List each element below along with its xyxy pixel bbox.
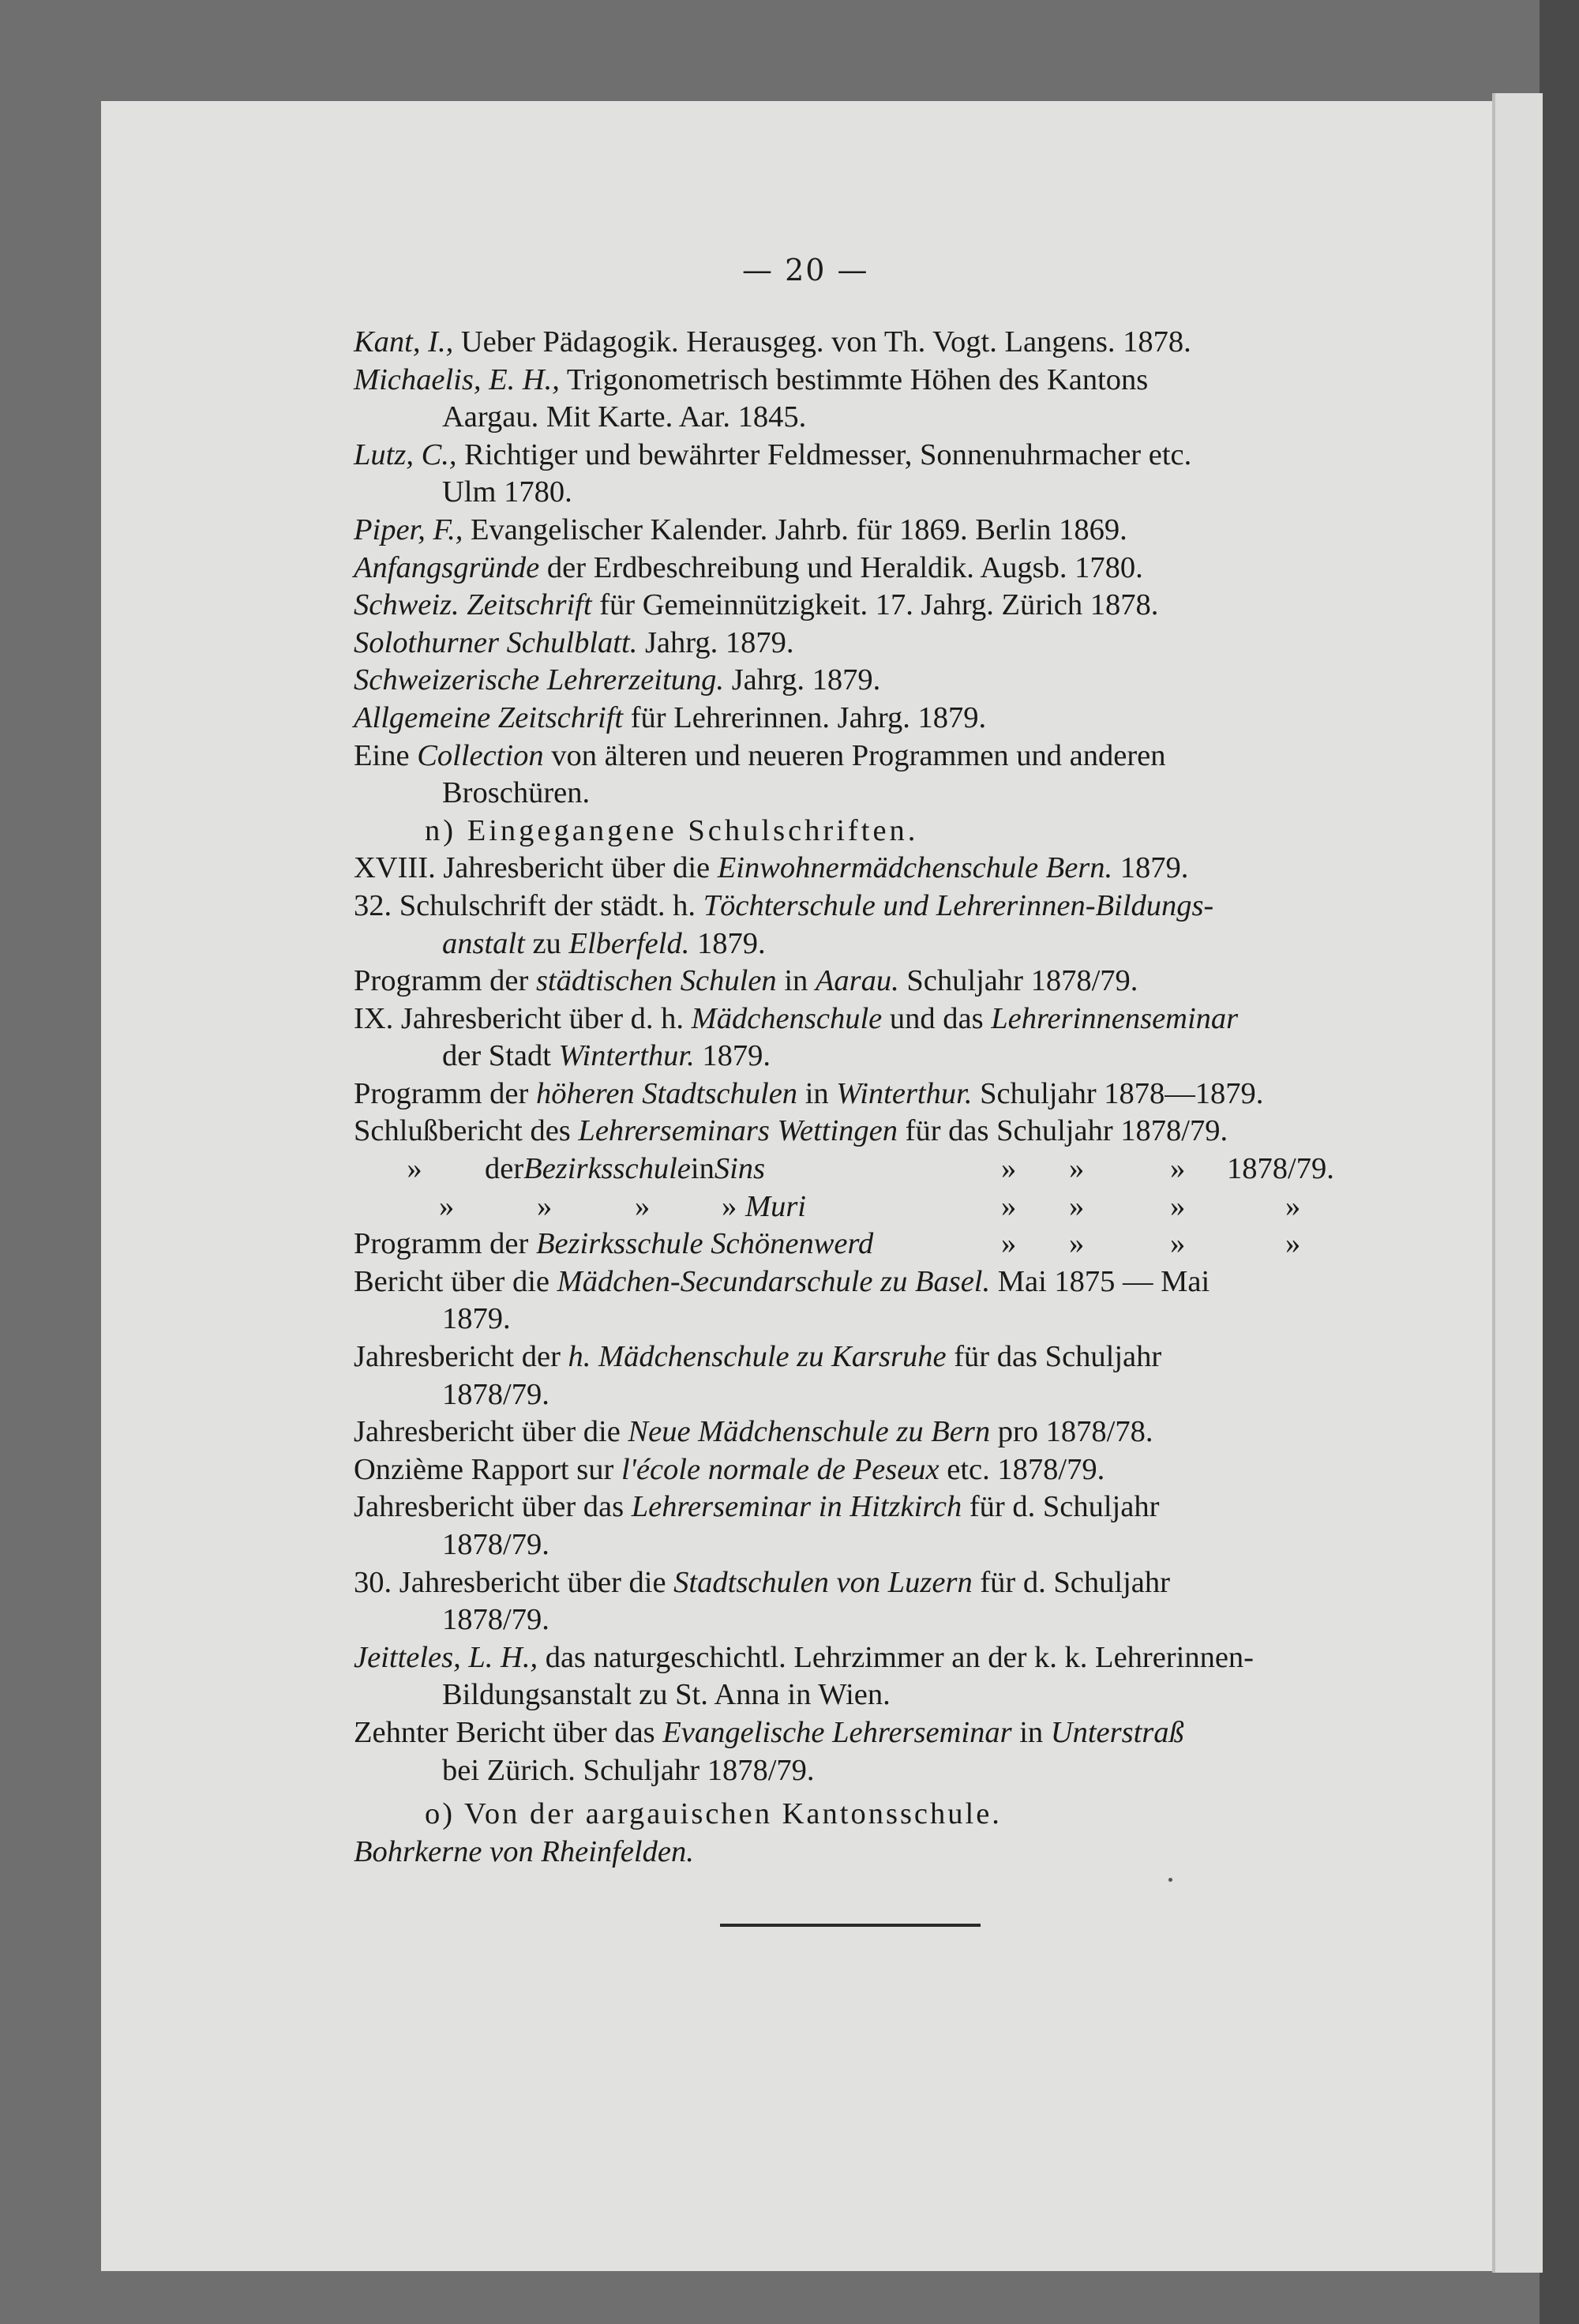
entry-peseux: Onzième Rapport sur l'école normale de Peseux etc. 1878/79. bbox=[354, 1452, 1105, 1486]
entry-muri: » » » » Muri » » » » bbox=[439, 1189, 1301, 1223]
entry-unterstrass: Zehnter Bericht über das Evangelische Lehrerseminar in Unterstraß bbox=[354, 1715, 1184, 1749]
entry-jeitteles: Jeitteles, L. H., das naturgeschichtl. Lehrzimmer an der k. k. Lehrerinnen- bbox=[354, 1640, 1254, 1674]
entry-ix-cont: der Stadt Winterthur. 1879. bbox=[442, 1039, 771, 1073]
entry-32-cont: anstalt zu Elberfeld. 1879. bbox=[442, 926, 766, 960]
entry-kant: Kant, I., Ueber Pädagogik. Herausgeg. von Th. Vogt. Langens. 1878. bbox=[354, 325, 1191, 359]
entry-luzern-cont: 1878/79. bbox=[442, 1603, 549, 1637]
entry-lutz-cont: Ulm 1780. bbox=[442, 475, 572, 509]
adjacent-page-edge bbox=[1540, 0, 1579, 2324]
entry-aarau: Programm der städtischen Schulen in Aarau. Schuljahr 1878/79. bbox=[354, 964, 1138, 998]
entry-neue-maedchenschule: Jahresbericht über die Neue Mädchenschule zu Bern pro 1878/78. bbox=[354, 1415, 1153, 1449]
entry-jeitteles-cont: Bildungsanstalt zu St. Anna in Wien. bbox=[442, 1678, 891, 1712]
entry-unterstrass-cont: bei Zürich. Schuljahr 1878/79. bbox=[442, 1753, 815, 1787]
entry-luzern: 30. Jahresbericht über die Stadtschulen von Luzern für d. Schuljahr bbox=[354, 1565, 1170, 1599]
entry-collection: Eine Collection von älteren und neueren Programmen und anderen bbox=[354, 738, 1166, 772]
entry-lehrerzeitung: Schweizerische Lehrerzeitung. Jahrg. 1879. bbox=[354, 663, 881, 697]
entry-michaelis: Michaelis, E. H., Trigonometrisch bestimmte Höhen des Kantons bbox=[354, 362, 1149, 396]
entry-schoenenwerd: Programm der Bezirksschule Schönenwerd » » » » bbox=[354, 1227, 1301, 1261]
entry-collection-cont: Broschüren. bbox=[442, 776, 591, 810]
section-heading-o: o) Von der aargauischen Kantonsschule. bbox=[425, 1797, 1002, 1831]
entry-piper: Piper, F., Evangelischer Kalender. Jahrb. für 1869. Berlin 1869. bbox=[354, 512, 1127, 546]
entry-solothurner: Solothurner Schulblatt. Jahrg. 1879. bbox=[354, 625, 794, 659]
entry-sins: » derBezirksschuleinSins » » » 1878/79. bbox=[407, 1152, 1334, 1186]
entry-32: 32. Schulschrift der städt. h. Töchterschule und Lehrerinnen-Bildungs- bbox=[354, 888, 1214, 922]
entry-xviii: XVIII. Jahresbericht über die Einwohnermädchenschule Bern. 1879. bbox=[354, 851, 1189, 885]
entry-wettingen: Schlußbericht des Lehrerseminars Wettingen für das Schuljahr 1878/79. bbox=[354, 1114, 1228, 1148]
entry-karsruhe: Jahresbericht der h. Mädchenschule zu Karsruhe für das Schuljahr bbox=[354, 1340, 1162, 1374]
adjacent-page bbox=[1492, 93, 1543, 2273]
entry-karsruhe-cont: 1878/79. bbox=[442, 1377, 549, 1411]
entry-allgemeine: Allgemeine Zeitschrift für Lehrerinnen. Jahrg. 1879. bbox=[354, 700, 987, 734]
entry-hitzkirch-cont: 1878/79. bbox=[442, 1528, 549, 1561]
entry-ix: IX. Jahresbericht über d. h. Mädchenschule und das Lehrerinnenseminar bbox=[354, 1001, 1239, 1035]
entry-basel-cont: 1879. bbox=[442, 1302, 511, 1336]
entry-michaelis-cont: Aargau. Mit Karte. Aar. 1845. bbox=[442, 400, 807, 434]
ink-speck bbox=[1168, 1878, 1172, 1882]
page-number: — 20 — bbox=[742, 253, 869, 287]
entry-winterthur: Programm der höheren Stadtschulen in Winterthur. Schuljahr 1878—1879. bbox=[354, 1076, 1264, 1110]
entry-anfangsgruende: Anfangsgründe der Erdbeschreibung und Heraldik. Augsb. 1780. bbox=[354, 550, 1143, 584]
entry-bohrkerne: Bohrkerne von Rheinfelden. bbox=[354, 1834, 694, 1868]
entry-hitzkirch: Jahresbericht über das Lehrerseminar in Hitzkirch für d. Schuljahr bbox=[354, 1490, 1160, 1524]
entry-schweiz-zeitschrift: Schweiz. Zeitschrift für Gemeinnützigkeit. 17. Jahrg. Zürich 1878. bbox=[354, 588, 1159, 622]
section-heading-n: n) Eingegangene Schulschriften. bbox=[425, 813, 919, 847]
closing-rule bbox=[720, 1924, 981, 1927]
entry-basel: Bericht über die Mädchen-Secundarschule zu Basel. Mai 1875 — Mai bbox=[354, 1264, 1210, 1298]
page-body bbox=[354, 324, 1350, 1871]
entry-lutz: Lutz, C., Richtiger und bewährter Feldmesser, Sonnenuhrmacher etc. bbox=[354, 437, 1192, 471]
